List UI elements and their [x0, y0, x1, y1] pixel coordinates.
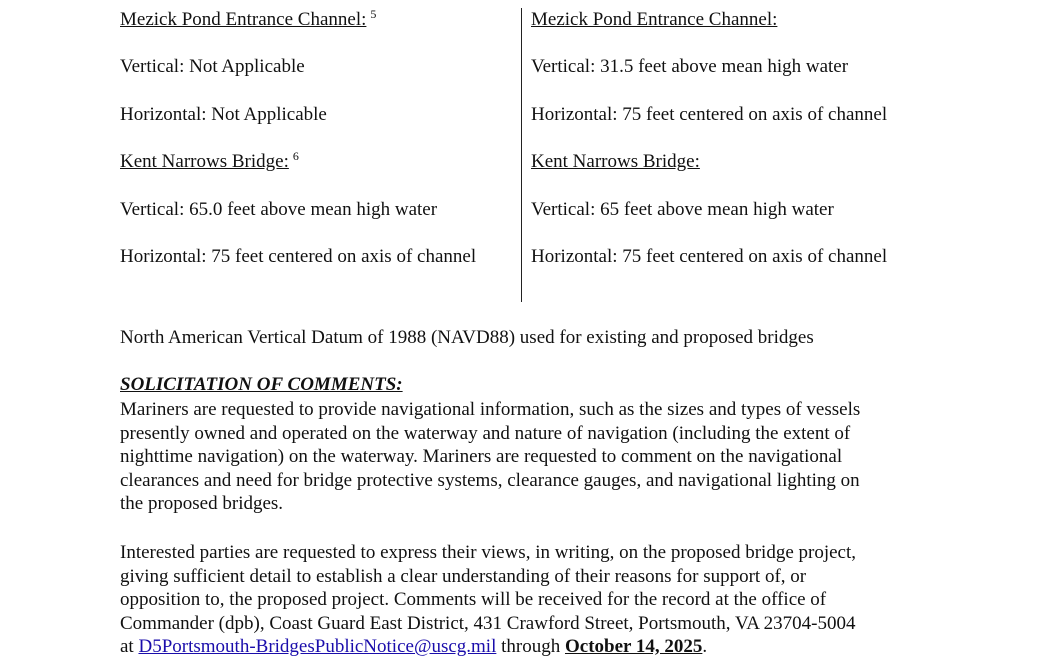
right-channel-horizontal: Horizontal: 75 feet centered on axis of channel — [531, 104, 888, 125]
paragraph-line: opposition to, the proposed project. Comments will be received for the record at the office of — [120, 589, 827, 610]
left-channel-vertical: Vertical: Not Applicable — [120, 56, 305, 77]
paragraph-line: presently owned and operated on the waterway and nature of navigation (including the extent of — [120, 422, 851, 444]
right-bridge-horizontal: Horizontal: 75 feet centered on axis of channel — [531, 246, 888, 267]
left-bridge-heading-line — [120, 148, 299, 173]
right-channel-heading: Mezick Pond Entrance Channel: — [531, 9, 778, 30]
left-channel-heading: Mezick Pond Entrance Channel: — [120, 9, 367, 30]
left-bridge-horizontal: Horizontal: 75 feet centered on axis of channel — [120, 246, 477, 267]
solicitation-heading: SOLICITATION OF COMMENTS: — [120, 374, 403, 395]
final-suffix: . — [702, 636, 708, 657]
left-channel-footnote: 5 — [370, 6, 377, 21]
paragraph-line: clearances and need for bridge protective systems, clearance gauges, and navigational lighting on — [120, 469, 860, 491]
right-bridge-vertical: Vertical: 65 feet above mean high water — [531, 199, 834, 220]
left-channel-heading-line — [120, 6, 377, 31]
datum-note: North American Vertical Datum of 1988 (NAVD88) used for existing and proposed bridges — [120, 327, 814, 348]
paragraph-line: nighttime navigation) on the waterway. Mariners are requested to comment on the navigational — [120, 446, 843, 467]
email-link[interactable]: D5Portsmouth-BridgesPublicNotice@uscg.mil — [138, 636, 497, 657]
right-bridge-heading-line — [531, 151, 700, 173]
paragraph-line: giving sufficient detail to establish a clear understanding of their reasons for support of, or — [120, 565, 807, 587]
paragraph-final-line — [120, 635, 930, 659]
column-divider — [521, 8, 522, 302]
through-text: through — [496, 636, 565, 657]
paragraph-line: Commander (dpb), Coast Guard East District, 431 Crawford Street, Portsmouth, VA 23704-5004 — [120, 612, 856, 634]
left-bridge-heading: Kent Narrows Bridge: — [120, 151, 289, 172]
right-channel-vertical: Vertical: 31.5 feet above mean high water — [531, 56, 849, 77]
left-bridge-footnote: 6 — [292, 148, 299, 163]
right-bridge-heading: Kent Narrows Bridge: — [531, 151, 700, 172]
paragraph-line: Mariners are requested to provide navigational information, such as the sizes and types of vessels — [120, 399, 861, 420]
solicitation-paragraph-2 — [120, 541, 930, 659]
solicitation-paragraph-1 — [120, 398, 930, 516]
deadline-date: October 14, 2025 — [564, 636, 703, 657]
right-channel-heading-line — [531, 9, 777, 31]
paragraph-line: the proposed bridges. — [120, 493, 284, 514]
left-bridge-vertical: Vertical: 65.0 feet above mean high water — [120, 199, 438, 220]
left-channel-horizontal: Horizontal: Not Applicable — [120, 104, 327, 125]
final-prefix: at — [120, 636, 139, 657]
paragraph-line: Interested parties are requested to express their views, in writing, on the proposed bridge project, — [120, 542, 857, 563]
